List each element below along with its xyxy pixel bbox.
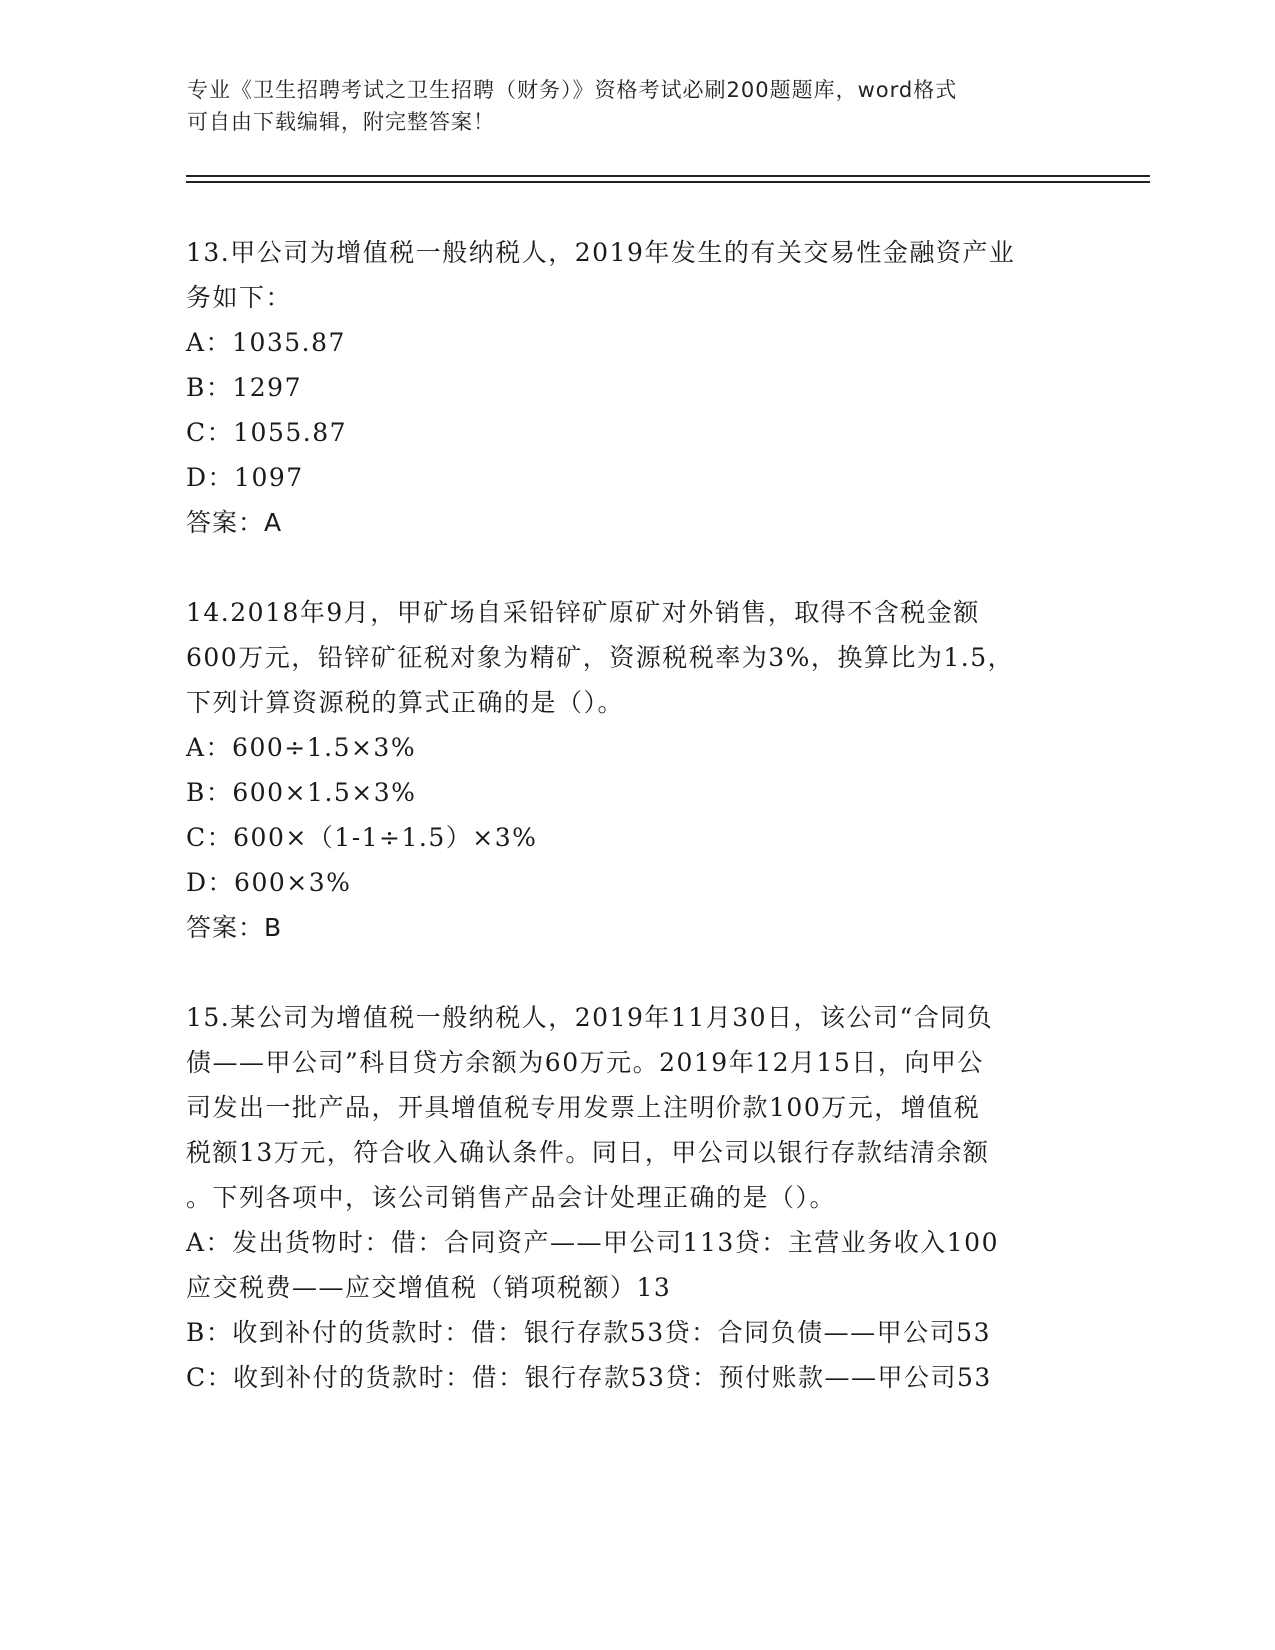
question-stem-line: 600万元，铅锌矿征税对象为精矿，资源税税率为3%，换算比为1.5， xyxy=(186,643,1015,672)
header-divider-bottom xyxy=(186,181,1150,183)
question-stem-line: 务如下： xyxy=(186,283,293,312)
question-stem-line: 债——甲公司”科目贷方余额为60万元。2019年12月15日，向甲公 xyxy=(186,1048,984,1077)
option-d: D：1097 xyxy=(186,463,304,492)
question-stem-line: 司发出一批产品，开具增值税专用发票上注明价款100万元，增值税 xyxy=(186,1093,981,1122)
option-a: A：1035.87 xyxy=(186,328,346,357)
question-stem-line: 13.甲公司为增值税一般纳税人，2019年发生的有关交易性金融资产业 xyxy=(186,238,1016,267)
option-c: C：600×（1-1÷1.5）×3% xyxy=(186,823,538,852)
option-d: D：600×3% xyxy=(186,868,352,897)
question-15 xyxy=(186,995,1086,1400)
question-stem-line: 15.某公司为增值税一般纳税人，2019年11月30日，该公司“合同负 xyxy=(186,1003,994,1032)
question-14 xyxy=(186,590,1086,950)
question-spacer xyxy=(186,545,1086,590)
question-13 xyxy=(186,230,1086,545)
option-a-continued: 应交税费——应交增值税（销项税额）13 xyxy=(186,1273,672,1302)
question-stem-line: 下列计算资源税的算式正确的是（）。 xyxy=(186,688,625,717)
answer-line: 答案：A xyxy=(186,508,283,537)
header-line-1: 专业《卫生招聘考试之卫生招聘（财务）》资格考试必刷200题题库，word格式 xyxy=(187,78,958,102)
question-list xyxy=(186,230,1086,1400)
option-a: A：600÷1.5×3% xyxy=(186,733,417,762)
question-stem-line: 14.2018年9月，甲矿场自采铅锌矿原矿对外销售，取得不含税金额 xyxy=(186,598,980,627)
question-stem-line: 税额13万元，符合收入确认条件。同日，甲公司以银行存款结清余额 xyxy=(186,1138,990,1167)
header-line-2: 可自由下载编辑，附完整答案！ xyxy=(187,110,495,134)
header-divider-top xyxy=(186,175,1150,177)
option-b: B：收到补付的货款时：借：银行存款53贷：合同负债——甲公司53 xyxy=(186,1318,991,1347)
answer-line: 答案：B xyxy=(186,913,283,942)
question-stem-line: 。下列各项中，该公司销售产品会计处理正确的是（）。 xyxy=(186,1183,837,1212)
option-c: C：收到补付的货款时：借：银行存款53贷：预付账款——甲公司53 xyxy=(186,1363,992,1392)
option-a: A：发出货物时：借：合同资产——甲公司113贷：主营业务收入100 xyxy=(186,1228,999,1257)
option-c: C：1055.87 xyxy=(186,418,348,447)
option-b: B：600×1.5×3% xyxy=(186,778,417,807)
option-b: B：1297 xyxy=(186,373,302,402)
question-spacer xyxy=(186,950,1086,995)
document-header xyxy=(187,74,1067,138)
